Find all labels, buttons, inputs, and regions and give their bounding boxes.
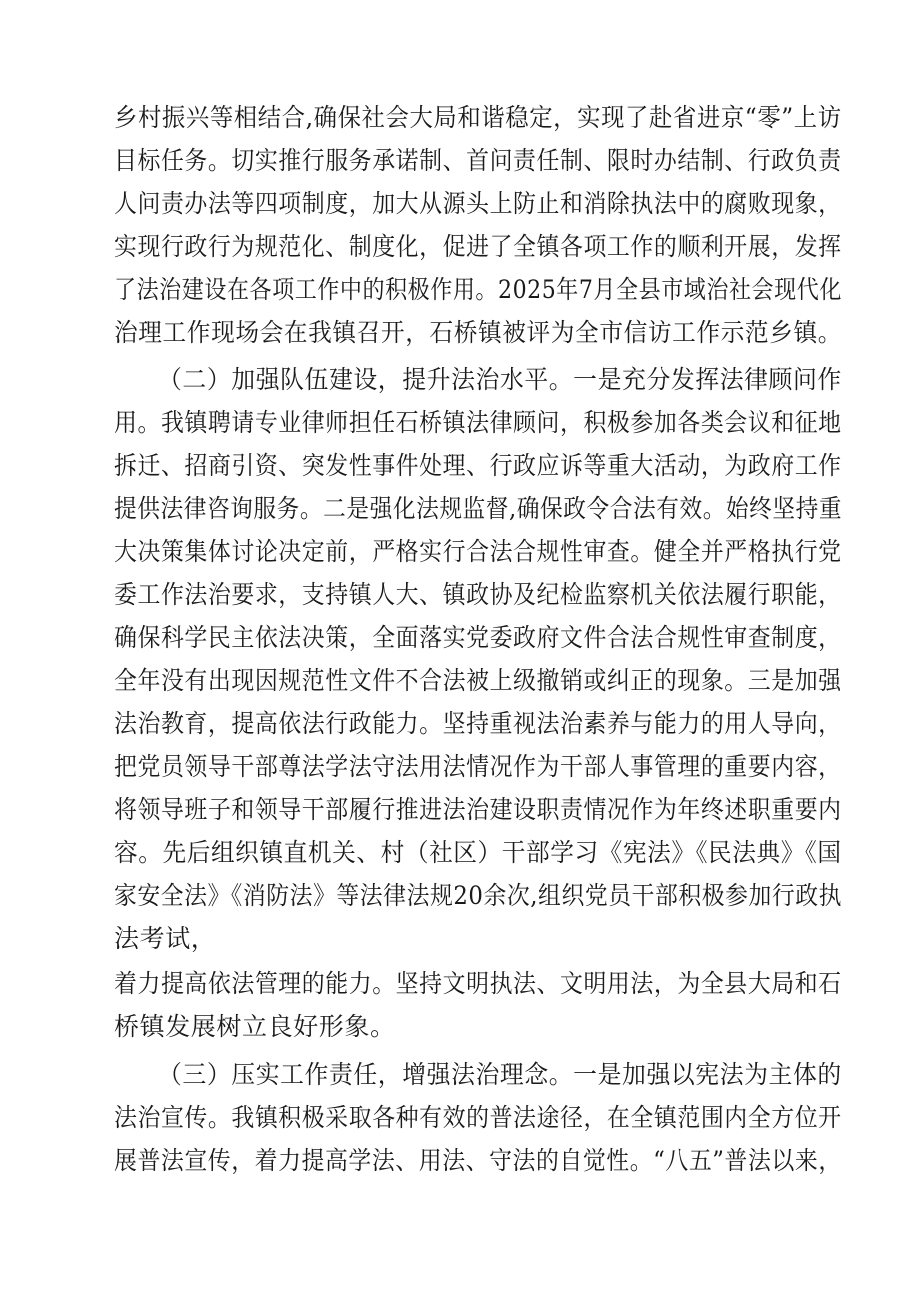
text-line: 治理工作现场会在我镇召开，石桥镇被评为全市信访工作示范乡镇。 [114, 318, 843, 347]
text-line: 用。我镇聘请专业律师担任石桥镇法律顾问，积极参加各类会议和征地 [114, 408, 842, 437]
section-heading-line: （三）压实工作责任，增强法治理念。一是加强以宪法为主体的 [158, 1060, 842, 1089]
text-line: 家安全法》《消防法》等法律法规20余次,组织党员干部积极参加行政执 [114, 881, 843, 910]
text-line: 委工作法治要求，支持镇人大、镇政协及纪检监察机关依法履行职能， [114, 580, 842, 609]
text-line: 拆迁、招商引资、突发性事件处理、行政应诉等重大活动，为政府工作 [114, 451, 842, 480]
text-line: 容。先后组织镇直机关、村（社区）干部学习《宪法》《民法典》《国 [114, 838, 842, 867]
text-line: 把党员领导干部尊法学法守法用法情况作为干部人事管理的重要内容， [114, 752, 842, 781]
text-line: 乡村振兴等相结合,确保社会大局和谐稳定，实现了赴省进京“零”上访 [114, 103, 842, 132]
text-line: 桥镇发展树立良好形象。 [114, 1012, 396, 1041]
text-line: 着力提高依法管理的能力。坚持文明执法、文明用法，为全县大局和石 [114, 969, 842, 998]
text-line: 将领导班子和领导干部履行推进法治建设职责情况作为年终述职重要内 [114, 795, 842, 824]
section-heading-line: （二）加强队伍建设，提升法治水平。一是充分发挥法律顾问作 [158, 365, 842, 394]
text-line: 法治宣传。我镇积极采取各种有效的普法途径，在全镇范围内全方位开 [114, 1103, 842, 1132]
text-line: 法治教育，提高依法行政能力。坚持重视法治素养与能力的用人导向， [114, 709, 842, 738]
text-line: 实现行政行为规范化、制度化，促进了全镇各项工作的顺利开展，发挥 [114, 232, 842, 261]
text-line: 大决策集体讨论决定前，严格实行合法合规性审查。健全并严格执行党 [114, 537, 842, 566]
text-line: 人问责办法等四项制度，加大从源头上防止和消除执法中的腐败现象， [114, 189, 842, 218]
text-line: 展普法宣传，着力提高学法、用法、守法的自觉性。“八五”普法以来， [114, 1146, 842, 1175]
text-line: 目标任务。切实推行服务承诺制、首问责任制、限时办结制、行政负责 [114, 146, 842, 175]
text-line: 了法治建设在各项工作中的积极作用。2025年7月全县市域治社会现代化 [114, 275, 842, 304]
text-line: 提供法律咨询服务。二是强化法规监督,确保政令合法有效。始终坚持重 [114, 494, 843, 523]
text-line: 法考试， [114, 924, 217, 953]
text-line: 全年没有出现因规范性文件不合法被上级撤销或纠正的现象。三是加强 [114, 666, 842, 695]
text-line: 确保科学民主依法决策，全面落实党委政府文件合法合规性审查制度， [114, 623, 842, 652]
